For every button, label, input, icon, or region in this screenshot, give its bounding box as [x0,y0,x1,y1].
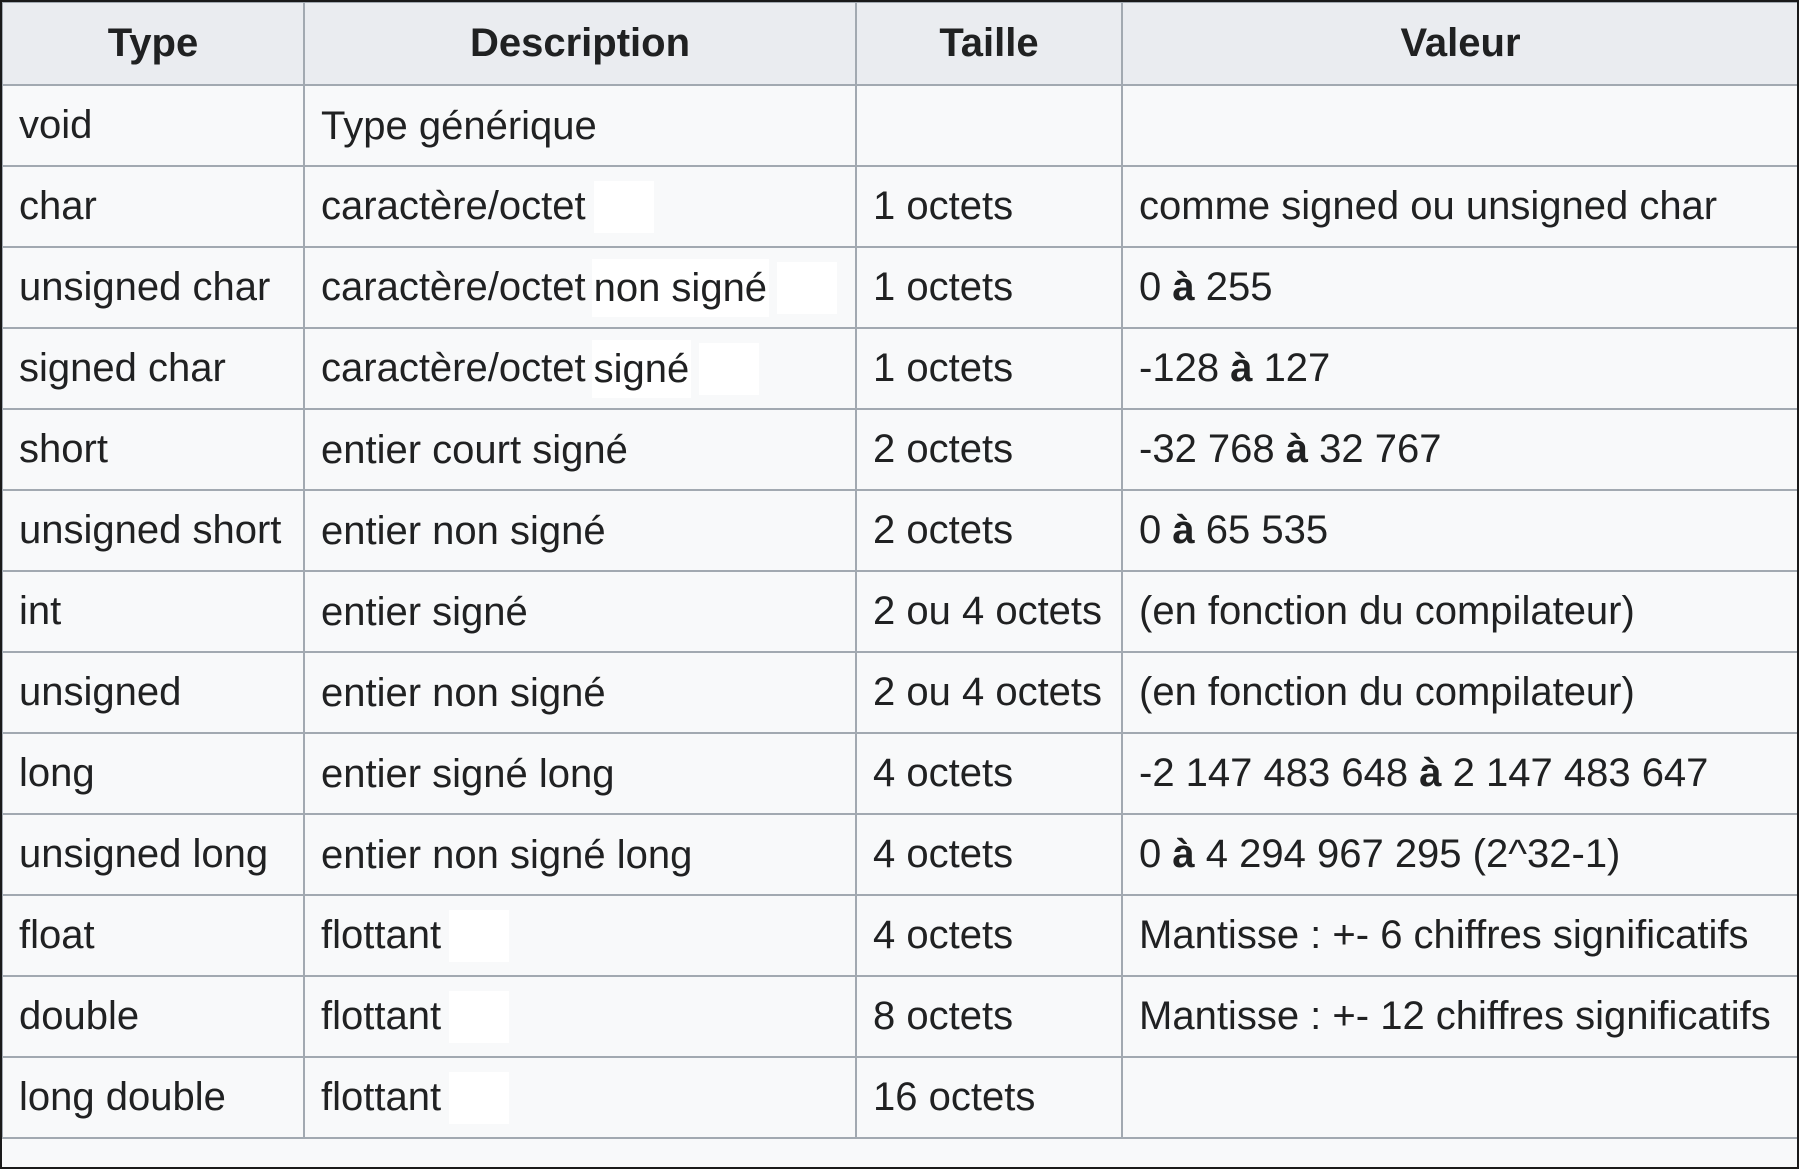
table-row [2,166,1799,247]
valeur-text: 255 [1205,265,1273,309]
description-text: entier signé [321,589,528,634]
cell-taille: 2 octets [856,409,1122,490]
cell-description [304,409,856,490]
cell-taille: 8 octets [856,976,1122,1057]
cell-type: double [2,976,304,1057]
cell-type: int [2,571,304,652]
cell-valeur [1122,247,1799,328]
range-word: à [1419,751,1442,795]
description-text: entier non signé [321,670,606,715]
blank-patch [699,343,759,395]
header-row [2,2,1799,85]
description-extra-text: signé [592,340,692,398]
header-type[interactable]: Type [2,2,304,85]
valeur-text: 127 [1263,346,1331,390]
description-text: flottant [321,913,442,957]
description-text: flottant [321,1075,442,1119]
cell-description [304,247,856,328]
valeur-text: (en fonction du compilateur) [1139,589,1635,633]
table-row [2,814,1799,895]
table-row [2,409,1799,490]
cell-taille: 4 octets [856,814,1122,895]
cell-taille: 2 ou 4 octets [856,571,1122,652]
valeur-text: -128 [1139,346,1220,390]
cell-description [304,895,856,976]
valeur-text: 0 [1139,508,1162,552]
cell-valeur [1122,733,1799,814]
cell-description [304,571,856,652]
cell-description [304,1057,856,1138]
cell-type: unsigned char [2,247,304,328]
cell-description [304,976,856,1057]
cell-valeur [1122,490,1799,571]
cell-description [304,652,856,733]
range-word: à [1230,346,1253,390]
cell-valeur [1122,814,1799,895]
table-row [2,976,1799,1057]
table-row [2,1057,1799,1138]
cell-valeur [1122,652,1799,733]
header-taille[interactable]: Taille [856,2,1122,85]
cell-description [304,328,856,409]
blank-patch [777,262,837,314]
valeur-text: 32 767 [1319,427,1442,471]
table-row [2,85,1799,166]
table-row [2,247,1799,328]
table-row [2,895,1799,976]
blank-patch [594,181,654,233]
description-text: entier non signé long [321,832,693,877]
blank-patch [449,1072,509,1124]
description-text: entier non signé [321,508,606,553]
valeur-text: (en fonction du compilateur) [1139,670,1635,714]
cell-description [304,733,856,814]
cell-type: long double [2,1057,304,1138]
cell-valeur [1122,166,1799,247]
valeur-text: comme signed ou unsigned char [1139,184,1718,228]
valeur-text: Mantisse : +- 12 chiffres significatifs [1139,994,1771,1038]
table-row [2,490,1799,571]
range-word: à [1172,832,1195,876]
cell-type: signed char [2,328,304,409]
valeur-text: -2 147 483 648 [1139,751,1409,795]
cell-description [304,166,856,247]
cell-taille: 4 octets [856,895,1122,976]
range-word: à [1285,427,1309,471]
cell-taille: 1 octets [856,247,1122,328]
cell-valeur [1122,976,1799,1057]
cell-type: unsigned long [2,814,304,895]
valeur-text: -32 768 [1139,427,1275,471]
valeur-text: 0 [1139,832,1162,876]
description-text: entier signé long [321,751,615,796]
header-valeur[interactable]: Valeur [1122,2,1799,85]
cell-taille [856,85,1122,166]
c-types-table [1,1,1799,1139]
valeur-text: Mantisse : +- 6 chiffres significatifs [1139,913,1749,957]
cell-type: short [2,409,304,490]
cell-taille: 2 octets [856,490,1122,571]
description-text: caractère/octet [321,346,586,390]
valeur-text: 0 [1139,265,1162,309]
cell-type: long [2,733,304,814]
description-text: caractère/octet [321,184,586,228]
table-body [2,85,1799,1138]
cell-type: float [2,895,304,976]
cell-type: unsigned short [2,490,304,571]
table-row [2,328,1799,409]
valeur-text: 2 147 483 647 [1452,751,1709,795]
valeur-text: 4 294 967 295 (2^32-1) [1205,832,1621,876]
description-text: caractère/octet [321,265,586,309]
table-row [2,733,1799,814]
description-text: flottant [321,994,442,1038]
cell-description [304,490,856,571]
cell-taille: 1 octets [856,166,1122,247]
cell-taille: 2 ou 4 octets [856,652,1122,733]
header-description[interactable]: Description [304,2,856,85]
valeur-text: 65 535 [1205,508,1329,552]
table-row [2,571,1799,652]
cell-valeur [1122,1057,1799,1138]
range-word: à [1172,265,1195,309]
cell-valeur [1122,85,1799,166]
blank-patch [449,991,509,1043]
cell-description [304,85,856,166]
cell-taille: 1 octets [856,328,1122,409]
cell-valeur [1122,895,1799,976]
description-extra-text: non signé [592,259,769,317]
cell-type: char [2,166,304,247]
description-text: entier court signé [321,427,628,472]
cell-valeur [1122,409,1799,490]
cell-valeur [1122,328,1799,409]
cell-taille: 4 octets [856,733,1122,814]
cell-valeur [1122,571,1799,652]
blank-patch [449,910,509,962]
cell-taille: 16 octets [856,1057,1122,1138]
cell-description [304,814,856,895]
description-text: Type générique [321,103,597,148]
cell-type: void [2,85,304,166]
range-word: à [1172,508,1195,552]
cell-type: unsigned [2,652,304,733]
table-row [2,652,1799,733]
